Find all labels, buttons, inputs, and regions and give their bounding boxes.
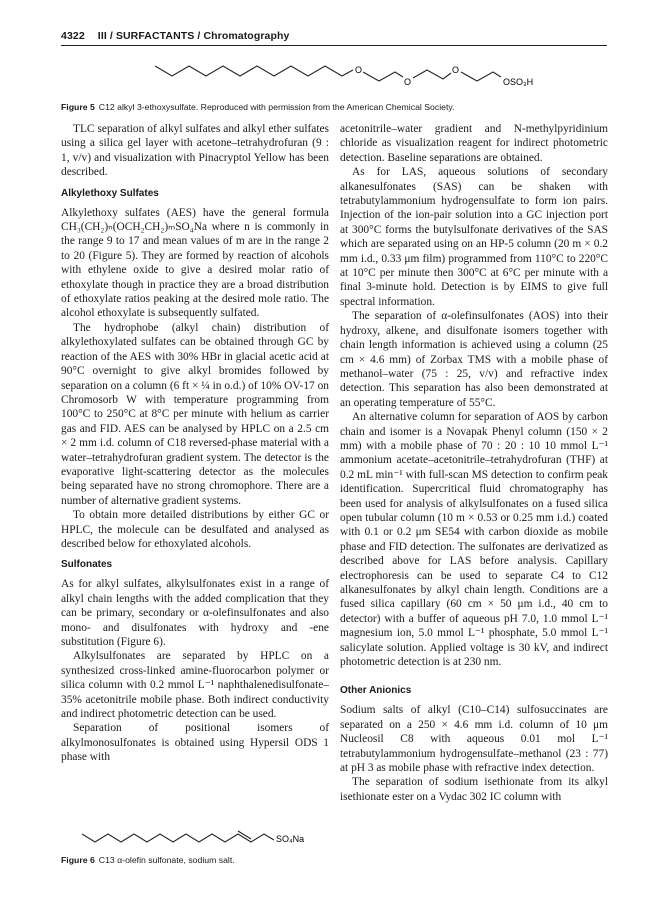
paragraph: acetonitrile–water gradient and N-methylpyridinium chloride as visualization reagent for indirect photometric detection. Baseline separations are obtained. (340, 123, 608, 164)
oxygen-2: O (404, 77, 412, 87)
figure-5-caption (61, 102, 455, 113)
running-header (61, 30, 289, 42)
oxygen-3: O (452, 65, 460, 75)
paragraph: The separation of sodium isethionate from its alkyl isethionate ester on a Vydac 302 IC column with (340, 776, 608, 803)
paragraph: Separation of positional isomers of alkylmonosulfonates is obtained using Hypersil ODS 1 phase with (61, 722, 329, 764)
oxygen-1: O (355, 65, 363, 75)
running-title: III / SURFACTANTS / Chromatography (97, 30, 290, 42)
figure-5-caption-text: C12 alkyl 3-ethoxysulfate. Reproduced with permission from the American Chemical Society. (98, 102, 455, 112)
paragraph: The separation of α-olefinsulfonates (AOS) into their hydroxy, alkene, and disulfonate isomers together with chain length information is achieved using a column (25 cm × 4.6 mm) of Zorbax TMS with a mobile phase of methanol–water (75 : 25, v/v) and refractive index detection. This separation has also been demonstrated at an operating temperature of 55°C. (340, 310, 608, 409)
sulfonate-group-label: SO₄Na (276, 834, 305, 844)
paragraph: Alkylsulfonates are separated by HPLC on a synthesized cross-linked amine-fluorocarbon polymer or silica column with 0.2 mmol L⁻¹ naphthalenedisulfonate–35% acetonitrile mobile phase. Both indirect conductivity and indirect photometric detection can be used. (61, 650, 329, 721)
paragraph: TLC separation of alkyl sulfates and alkyl ether sulfates using a silica gel layer with acetone–tetrahydrofuran (9 : 1, v/v) and visualization with Pinacryptol Yellow has been described. (61, 123, 329, 179)
figure-5-structure (155, 60, 555, 96)
figure-5-ethoxy-1 (363, 72, 403, 81)
figure-6-caption (61, 855, 235, 866)
section-heading-other-anionics: Other Anionics (340, 685, 412, 697)
figure-5-ethoxy-3 (461, 72, 501, 81)
header-rule (61, 45, 607, 46)
paragraph: An alternative column for separation of AOS by carbon chain and isomer is a Novapak Phenyl column (150 × 2 mm) with a mobile phase of 70 : 20 : 10 10 mmol L⁻¹ ammonium acetate–acetonitrile–tetrahydrofuran (THF) at 0.2 mL min⁻¹ with full-scan MS detection to confirm peak identification. Supercritical fluid chromatography has been used for analysis of alkylsulfonates on a fused silica open tubular column (10 m × 0.53 or 0.25 mm i.d.) coated with 0.1 or 0.2 μm SE54 with carbon dioxide as mobile phase and FID detection. The sulfonates are derivatized as described above for LAS before analysis. Capillary electrophoresis can be used to separate C4 to C12 alkanesulfonates by alkyl chain length. Conditions are a fused silica capillary (60 cm × 50 μm i.d., 40 cm to detector) with a buffer of aqueous pH 7.0, 1.0 mmol L⁻¹ magnesium ion, 5.0 mmol L⁻¹ phosphate, 5.0 mmol L⁻¹ salicylate solution. Applied voltage is 30 kV, and indirect photometric detection is at 230 nm. (340, 411, 608, 669)
sulfate-group-label: OSO₃H (503, 77, 534, 87)
figure-5-ethoxy-2 (413, 70, 451, 79)
right-column (340, 122, 608, 804)
figure-6-label: Figure 6 (61, 855, 95, 865)
paragraph: Alkylethoxy sulfates (AES) have the general formula CH₃(CH₂)ₙ(OCH₂CH₂)ₘSO₄Na where n is commonly in the range 9 to 17 and mean values of m are in the range 2 to 20 (Figure 5). They are formed by reaction of alcohols with ethylene oxide to give a desired molar ratio of ethoxylate though in practice they are a broad distribution of ethoxylate ratios peaking at the desired mole ratio. The alcohol ethoxylate is subsequently sulfated. (61, 206, 329, 320)
paragraph: As for LAS, aqueous solutions of secondary alkanesulfonates (SAS) can be shaken with tetrabutylammonium hydrogensulfate to form ion pairs. Injection of the ion-pair solution into a GC injection port at 300°C forms the butylsulfonate derivatives of the SAS which are separated using on an HP-5 column (20 m × 0.2 mm i.d., 0.33 μm film) programmed from 110°C to 220°C at 10°C per minute then 300°C at 6°C per minute with a final 3-minute hold. Detection is by EIMS to give full spectral information. (340, 166, 608, 308)
left-column (61, 122, 329, 765)
figure-6-structure (82, 826, 322, 848)
paragraph: To obtain more detailed distributions by either GC or HPLC, the molecule can be desulfated and analysed as described below for ethoxylated alcohols. (61, 509, 329, 550)
paragraph: Sodium salts of alkyl (C10–C14) sulfosuccinates are separated on a 250 × 4.6 mm i.d. column of 10 μm Nucleosil C8 with aqueous 0.01 mol L⁻¹ tetrabutylammonium hydrogensulfate–methanol (23 : 77) at pH 3 as mobile phase with refractive index detection. (340, 704, 608, 775)
paragraph: The hydrophobe (alkyl chain) distribution of alkylethoxylated sulfates can be obtained through GC by reaction of the AES with 30% HBr in glacial acetic acid at 90°C overnight to give alkyl bromides followed by separation on a column (6 ft × ¼ in o.d.) of 10% OV-17 on Chromosorb W with temperature programming from 100°C to 250°C at 8°C per minute with helium as carrier gas and FID. AES can be analysed by HPLC on a 2.5 cm × 2 mm i.d. column of C18 reversed-phase material with a water–tetrahydrofuran gradient system. The detector is the evaporative light-scattering detector as the molecules being separated have no strong chromophore. There are a number of alternative gradient systems. (61, 321, 329, 507)
section-heading-alkylethoxy: Alkylethoxy Sulfates (61, 187, 159, 199)
section-heading-sulfonates: Sulfonates (61, 559, 113, 571)
paragraph: As for alkyl sulfates, alkylsulfonates exist in a range of alkyl chain lengths with the added complication that they can be primary, secondary or α-olefinsulfonates and also mono- and disulfonates with hydroxy and -ene substitution (Figure 6). (61, 578, 329, 648)
page-number: 4322 (61, 30, 85, 42)
figure-5-label: Figure 5 (61, 102, 95, 112)
figure-6-caption-text: C13 α-olefin sulfonate, sodium salt. (98, 855, 235, 865)
figure-5-chain (155, 66, 353, 76)
